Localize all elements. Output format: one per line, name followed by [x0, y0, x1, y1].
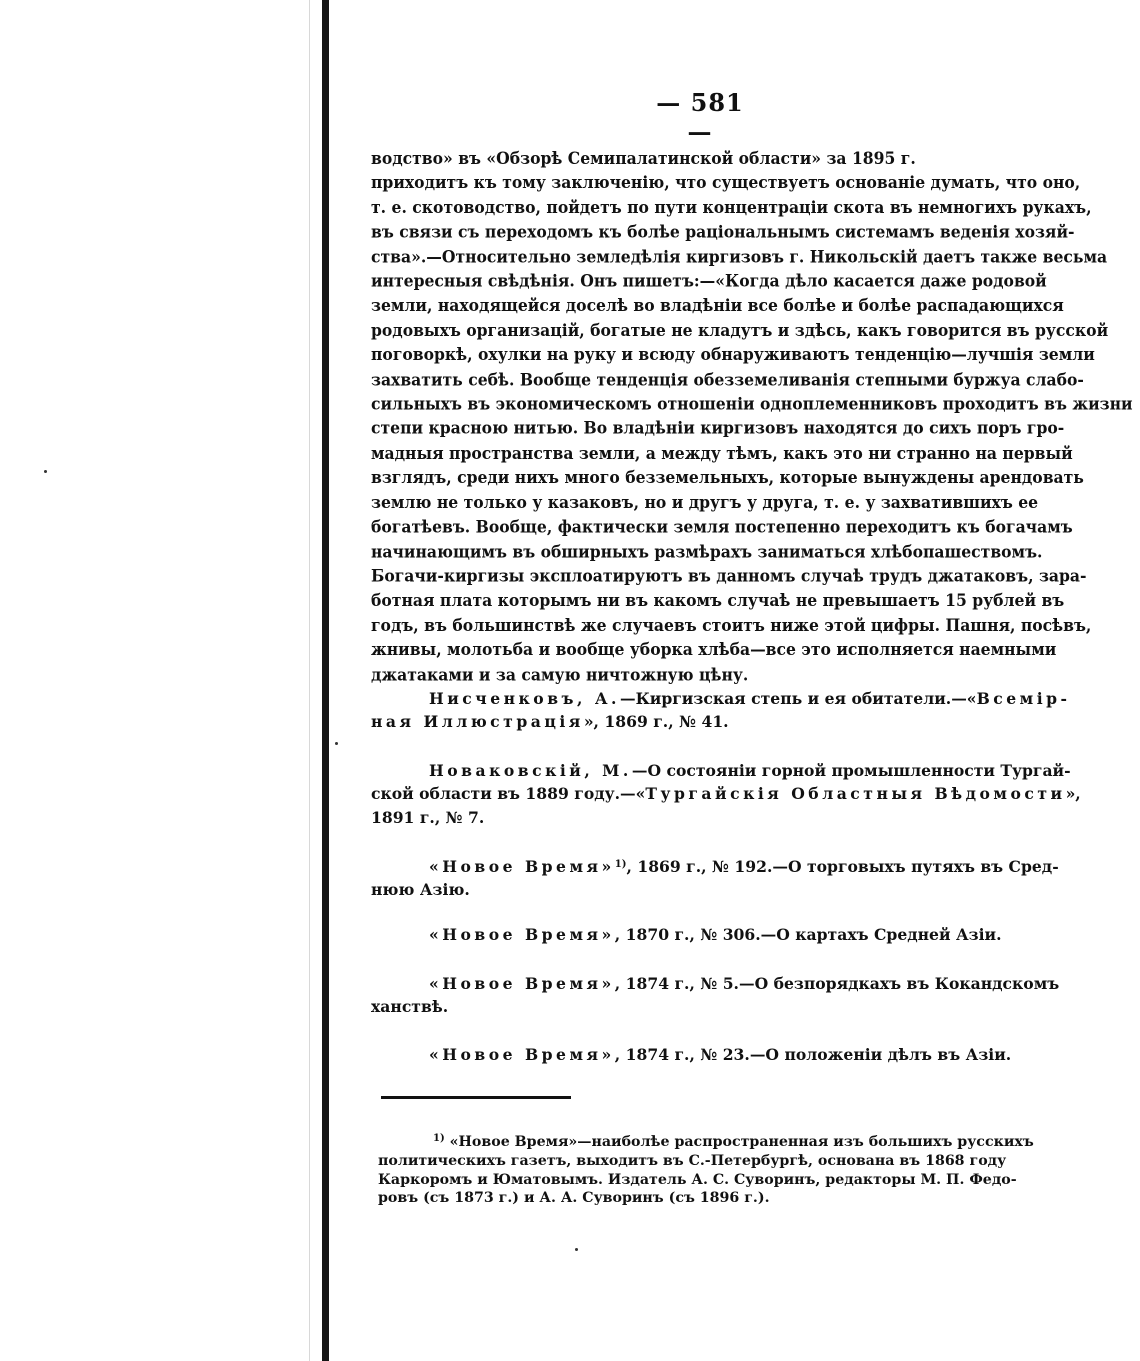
paragraph-line: годъ, въ большинствѣ же случаевъ стоитъ ниже этой цифры. Пашня, посѣвъ,: [371, 615, 1092, 636]
bibliography-entry: [371, 853, 1059, 902]
paragraph-line: взглядъ, среди нихъ много безземельныхъ, которые вынуждены арендовать: [371, 467, 1084, 488]
entry-text: ской области въ 1889 году.—«: [371, 784, 646, 804]
paragraph-line: жнивы, молотьба и вообще уборка хлѣба—все это исполняется наемными: [371, 639, 1057, 660]
paragraph-line: водство» въ «Обзорѣ Семипалатинской области» за 1895 г.: [371, 148, 916, 169]
entry-text: нюю Азію.: [371, 880, 470, 900]
binding-edge-rule: [322, 0, 329, 1361]
entry-journal: Тургайскія Областныя Вѣдомости: [645, 784, 1066, 804]
scan-speck: [335, 742, 338, 745]
footnote-marker: 1): [433, 1133, 445, 1144]
entry-author: Нисченковъ, А.: [429, 689, 620, 708]
bibliography-entry: [371, 972, 1060, 1019]
paragraph-line: поговоркѣ, охулки на руку и всюду обнаруживаютъ тенденцію—лучшія земли: [371, 344, 1095, 365]
bibliography-entry: [371, 687, 1071, 734]
entry-text: —Киргизская степь и ея обитатели.—«: [620, 689, 977, 708]
paragraph-line: земли, находящейся доселѣ во владѣніи все болѣе и болѣе распадающихся: [371, 295, 1064, 316]
entry-text: 1891 г., № 7.: [371, 807, 485, 827]
entry-text: »,: [1065, 784, 1081, 804]
entry-journal: «Новое Время»: [429, 857, 615, 876]
entry-text: , 1869 г., № 192.—О торговыхъ путяхъ въ Сред-: [626, 857, 1059, 876]
binding-edge-thin: [309, 0, 310, 1361]
footnote-line: «Новое Время»—наиболѣе распространенная изъ большихъ русскихъ: [449, 1134, 1034, 1150]
paragraph-line: богатѣевъ. Вообще, фактически земля постепенно переходитъ къ богачамъ: [371, 516, 1073, 537]
bibliography-entry: [371, 923, 1035, 946]
entry-author: Новаковскій, М.: [429, 761, 632, 780]
entry-text: , 1874 г., № 23.—О положеніи дѣлъ въ Азіи.: [614, 1045, 1012, 1064]
footnote-divider: [381, 1096, 571, 1099]
entry-text: ханствѣ.: [371, 997, 449, 1017]
paragraph-line: мадныя пространства земли, а между тѣмъ, какъ это ни странно на первый: [371, 443, 1073, 463]
entry-journal: «Новое Время»: [429, 974, 615, 993]
footnote-line: ровъ (съ 1873 г.) и А. А. Суворинъ (съ 1896 г.).: [378, 1190, 770, 1207]
scan-speck: [575, 1248, 578, 1251]
paragraph-line: Богачи-киргизы эксплоатируютъ въ данномъ случаѣ трудъ джатаковъ, зара-: [371, 565, 1087, 586]
paragraph-line: въ связи съ переходомъ къ болѣе раціональнымъ системамъ веденія хозяй-: [371, 221, 1075, 242]
scan-speck: [44, 470, 47, 473]
bibliography-entry: [371, 1043, 1035, 1066]
entry-journal: Всемір-: [976, 689, 1071, 708]
page-number: — 581 —: [656, 88, 744, 146]
entry-text: —О состояніи горной промышленности Тургай-: [631, 761, 1071, 780]
paragraph-line: интересныя свѣдѣнія. Онъ пишетъ:—«Когда дѣло касается даже родовой: [371, 270, 1047, 291]
paragraph-line: ботная плата которымъ ни въ какомъ случаѣ не превышаетъ 15 рублей въ: [371, 590, 1065, 611]
footnote-line: Каркоромъ и Юматовымъ. Издатель А. С. Суворинъ, редакторы М. П. Федо-: [378, 1171, 1017, 1188]
paragraph-line: сильныхъ въ экономическомъ отношеніи одноплеменниковъ проходитъ въ жизни: [371, 393, 1133, 414]
entry-journal: «Новое Время»: [429, 925, 615, 944]
entry-journal: «Новое Время»: [429, 1045, 615, 1064]
entry-journal: ная Иллюстрація: [371, 712, 584, 732]
paragraph-line: начинающимъ въ обширныхъ размѣрахъ заниматься хлѣбопашествомъ.: [371, 541, 1043, 562]
paragraph-line: приходитъ къ тому заключенію, что существуетъ основаніе думать, что оно,: [371, 172, 1081, 193]
main-paragraph: [371, 146, 1133, 687]
entry-text: », 1869 г., № 41.: [583, 712, 729, 732]
paragraph-line: ства».—Относительно земледѣлія киргизовъ г. Никольскій даетъ также весьма: [371, 246, 1108, 267]
paragraph-line: т. е. скотоводство, пойдетъ по пути концентраціи скота въ немногихъ рукахъ,: [371, 197, 1092, 218]
paragraph-line: захватить себѣ. Вообще тенденція обезземеливанія степными буржуа слабо-: [371, 369, 1084, 390]
paragraph-line: землю не только у казаковъ, но и другъ у друга, т. е. у захватившихъ ее: [371, 492, 1039, 513]
footnote: [378, 1130, 1038, 1208]
footnote-reference[interactable]: 1): [614, 859, 627, 870]
paragraph-line: джатаками и за самую ничтожную цѣну.: [371, 664, 749, 685]
paragraph-line: степи красною нитью. Во владѣніи киргизовъ находятся до сихъ поръ гро-: [371, 418, 1065, 439]
paragraph-line: родовыхъ организацій, богатые не кладутъ и здѣсь, какъ говорится въ русской: [371, 320, 1109, 341]
entry-text: , 1870 г., № 306.—О картахъ Средней Азіи.: [614, 925, 1002, 944]
bibliography-entry: [371, 759, 1081, 829]
footnote-line: политическихъ газетъ, выходитъ въ С.-Петербургѣ, основана въ 1868 году: [378, 1152, 1007, 1169]
entry-text: , 1874 г., № 5.—О безпорядкахъ въ Кокандскомъ: [614, 974, 1060, 993]
